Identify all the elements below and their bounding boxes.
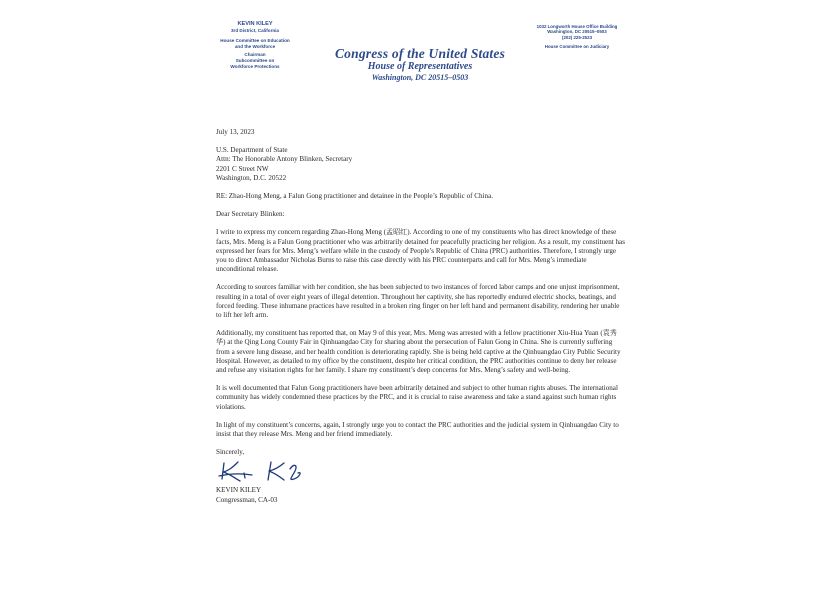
city-line: Washington, DC 20515–0503: [371, 73, 469, 82]
judiciary-committee: House Committee on Judiciary: [544, 44, 610, 50]
role-line-1: Chairman: [244, 52, 266, 58]
subject-line: RE: Zhao-Hong Meng, a Falun Gong practitioner and detainee in the People’s Republic of China.: [216, 192, 493, 201]
recipient-address: [216, 146, 626, 183]
member-name: KEVIN KILEY: [237, 21, 273, 27]
paragraph-4: It is well documented that Falun Gong practitioners have been arbitrarily detained and subject to other human rights abuses. The international community has widely condemned these practices by the PRC, and it is crucial to raise awareness and take a stand against such human rights violations.: [216, 384, 618, 411]
salutation: Dear Secretary Blinken:: [216, 210, 285, 219]
recipient-line-3: 2201 C Street NW: [216, 164, 269, 173]
paragraph-1: I write to express my concern regarding Zhao-Hong Meng (孟昭红). According to one of my constituents who has direct knowledge of these facts, Mrs. Meng is a Falun Gong practitioner who was arbitrarily detained for peacefully practicing her religion. As a result, my constituent has expressed her fears for Mrs. Meng’s welfare while in the custody of People’s Republic of China (PRC) authorities. Therefore, I strongly urge you to direct Ambassador Nicholas Burns to raise this case directly with his PRC counterparts and call for Mrs. Meng’s immediate unconditional release.: [216, 228, 625, 274]
handwritten-signature: [216, 459, 306, 485]
role-line-3: Workforce Protections: [230, 63, 280, 69]
house-title: House of Representatives: [367, 61, 473, 72]
paragraph-3: Additionally, my constituent has reported that, on May 9 of this year, Mrs. Meng was arrested with a fellow practitioner Xiu-Hua Yuan (袁秀华) at the Qing Long County Fair in Qinhuangdao City for sharing about the persecution of Falun Gong in China. She is currently suffering from a severe lung disease, and her health condition is deteriorating rapidly. She is being held captive at the Qinhuangdao City Public Security Hospital. However, as detailed to my office by the constituent, despite her critical condition, the PRC authorities continue to deny her release and refuse any visitation rights for her family. I share my constituent’s deep concerns for Mrs. Meng’s safety and well-being.: [216, 329, 621, 375]
letterhead-center: [330, 46, 510, 83]
congress-title: Congress of the United States: [334, 46, 506, 61]
office-address-2: Washington, DC 20515–0503: [547, 29, 607, 35]
recipient-line-4: Washington, D.C. 20522: [216, 173, 287, 182]
closing: Sincerely,: [216, 448, 245, 457]
letterhead-left: [212, 22, 298, 69]
recipient-line-2: Attn: The Honorable Antony Blinken, Secretary: [216, 155, 353, 164]
paragraph-5: In light of my constituent’s concerns, again, I strongly urge you to contact the PRC authorities and the judicial system in Qinhuangdao City to insist that they release Mrs. Meng and her friend immediately.: [216, 420, 619, 439]
letter-body: [216, 128, 626, 505]
signer-name: KEVIN KILEY: [216, 486, 262, 495]
letter-date: July 13, 2023: [216, 128, 255, 136]
office-phone: (202) 225-2523: [561, 34, 593, 40]
letterhead-right: [526, 24, 628, 50]
paragraph-2: According to sources familiar with her condition, she has been subjected to two instances of forced labor camps and one unjust imprisonment, resulting in a total of over eight years of illegal detention. Throughout her captivity, she has reportedly endured electric shocks, beatings, and forced feeding. These inhumane practices have resulted in a broken ring finger on her left hand and permanent disability, rendering her unable to lift her left arm.: [216, 283, 620, 320]
role-line-2: Subcommittee on: [235, 57, 275, 63]
recipient-line-1: U.S. Department of State: [216, 146, 288, 155]
signer-title: Congressman, CA-03: [216, 495, 278, 504]
office-address-1: 1032 Longworth House Office Building: [536, 24, 618, 29]
member-district: 3rd District, California: [231, 27, 279, 33]
committee-line-1: House Committee on Education: [220, 38, 290, 44]
committee-line-2: and the Workforce: [234, 43, 276, 49]
